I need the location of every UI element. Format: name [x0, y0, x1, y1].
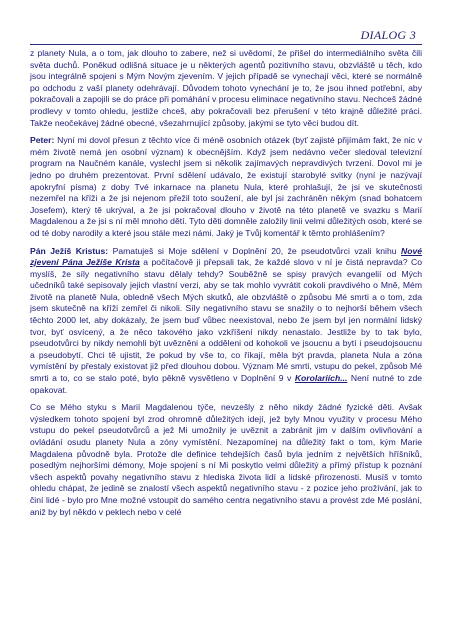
book-title-link[interactable]: Nové zjevení Pána Ježíše Krista	[30, 245, 423, 268]
page-header	[30, 24, 422, 45]
paragraph	[30, 402, 422, 518]
header-title: DIALOG 3	[360, 28, 416, 42]
paragraph	[30, 48, 422, 129]
paragraph-text: Co se Mého styku s Marií Magdalenou týče, nevzešly z něho nikdy žádné fyzické děti. Avšak výsledkem tohoto spojení byl zrod ohromně důležitých idejí, jež byly Mnou využity v procesu Mého vstupu do pekel pseudotvůrců a jež Mi umožnily je uvěznit a zabránit jim v dalším ovlivňování a ovládání osudu planety Nula a zóny vymístění. Nezapomínej na důležitý fakt o tom, kým Marie Magdalena původně byla. Protože dle definice tehdejších časů byla jedním z největších hříšníků, posedlým nejhoršími démony, Moje spojení s ní Mi poskytlo velmi důležitý a přímý přístup k poznání všech aspektů povahy negativního stavu z hlediska života lidí a lidské přirozenosti. Musíš v tomto ohledu chápat, že jedině se znalostí všech aspektů negativního stavu - z pozice jeho prožívání, jak to činí lidé - bylo pro Mne možné vstoupit do samého centra negativního stavu a provést zde Mé poslání, aniž by byl někdo v peklech nebo v celé	[30, 402, 422, 517]
paragraph-text: a počítačově ji přepsali tak, že každé slovo v ní je čistá nepravda? Co myslíš, že síly negativního stavu dělaly tehdy? Souběžně se spisy pravých evangelií od Mých učedníků také sepisovaly jejich vlastní verzi, aby se tak mohlo vyvrátit cokoli pravdivého o Mně, Mém životě na planetě Nula, obledně všech Mých skutků, ale obzvláště o způsobu Mé smrti a o tom, zda jsem skutečně na kříži zemřel či nikoli. Síly negativního stavu se snažily o to nejhorší během všech těchto 2000 let, aby dokázaly, že jsem buď vůbec neexistoval, nebo že jsem byl jen normální lidský tvor, byť osvícený, a že něco takového jako vzkříšení nikdy nenastalo. Jestliže by to tak bylo, pseudotvůrci by nikdy nemohli být uvězněni a odděleni od kohokoli ve jsoucnu a bytí i pseudojsoucnu a pseudobytí. Chci tě ujistit, že pokud by vše to, co říkají, měla být pravda, planeta Nula a zóna vymístění by přestaly existovat již před dlouhou dobou. Význam Mé smrti, vstupu do pekel, způsob Mé smrti a to, co se stalo poté, bylo pěkně vysvětleno v Doplnění 9 v	[30, 257, 423, 384]
paragraph-text: z planety Nula, a o tom, jak dlouho to zabere, než si uvědomí, že přišel do intermediálního světa čili světa duchů. Poněkud odlišná situace je u některých agentů pozitivního stavu, obzvláště u těch, kdo jsou integrálně spojeni s Mým Novým zjevením. V jejich případě se vynechají věci, které se normálně po odchodu z vaší planety odehrávají. Důvodem tohoto vynechání je to, že jsou ihned potřební, aby pokračovali a zapojili se do práce při pomáhání v procesu eliminace negativního stavu. Nechceš žádné prodlevy v tomto ohledu, jestliže chceš, aby pokračovali bez přerušení v této krajně důležité práci. Takže neočekávej žádné obecné, všezahrnující způsoby, jakými se tyto věci budou dít.	[30, 48, 422, 128]
paragraph-text: Není nutné to zde opakovat.	[30, 373, 423, 395]
paragraph-text: Nyní mi dovol přesun z těchto více či méně osobních otázek (byť zajisté přijímám fakt, že nic v mém životě nemá jen osobní význam) k obecnějším. Když jsem nedávno večer sledoval televizní program na Naučném kanále, vyslechl jsem si několik zajímavých nepravdivých tvrzení. Dovol mi je jedno po druhém prezentovat. První sdělení udávalo, že existují starobylé svitky (nyní je nazývají apokryfní písma) z doby Tvé inkarnace na planetu Nula, které prohlašují, že jsi ve skutečnosti nezemřel na kříži a že jsi nejenom přežil toto soužení, ale byl jsi zachráněn někým (snad bohatcem Josefem), který tě ukrýval, a že jsi pokračoval dlouho v životě na této planetě ve svazku s Marií Magdalenou a že jsi s ní měl mnoho dětí. Tyto děti domněle založily linii velmi důležitých osob, které se od té doby narodily a které jsou stále mezi námi. Jaký je Tvůj komentář k těmto prohlášením?	[30, 135, 422, 238]
paragraph	[30, 246, 422, 397]
paragraph-text: Pamatuješ si Moje sdělení v Doplnění 20, že pseudotvůrci vzali knihu	[112, 245, 397, 256]
speaker-label: Peter:	[30, 135, 55, 146]
paragraph	[30, 135, 422, 239]
document-body	[30, 48, 422, 524]
speaker-label: Pán Ježíš Kristus:	[30, 245, 109, 256]
book-title-link[interactable]: Korolariích...	[294, 373, 348, 384]
